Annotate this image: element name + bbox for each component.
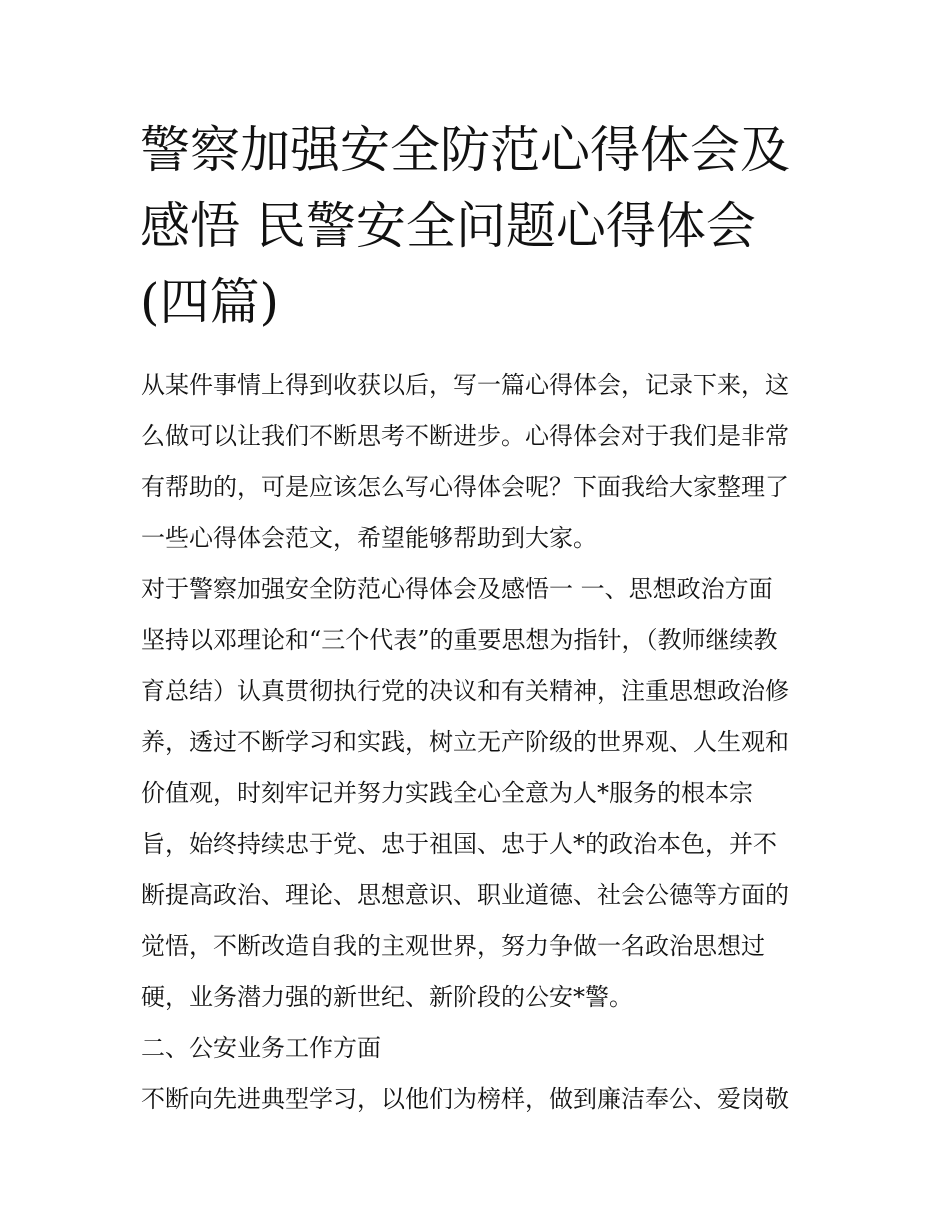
paragraph-line: 坚持以邓理论和“三个代表”的重要思想为指针，（教师继续教: [141, 626, 778, 654]
document-body: [141, 360, 831, 1125]
paragraph-line: 不断向先进典型学习，以他们为榜样，做到廉洁奉公、爱岗敬: [141, 1085, 789, 1113]
title-line-1: 警察加强安全防范心得体会及: [140, 121, 790, 179]
section-heading-line: 对于警察加强安全防范心得体会及感悟一 一、思想政治方面: [141, 575, 773, 603]
paragraph-line: 硬，业务潜力强的新世纪、新阶段的公安*警。: [141, 983, 633, 1011]
title-line-2: 感悟 民警安全问题心得体会: [140, 197, 756, 255]
intro-line-1: 从某件事情上得到收获以后，写一篇心得体会，记录下来，这: [141, 371, 789, 399]
document-title: [140, 112, 830, 340]
intro-line-2: 么做可以让我们不断思考不断进步。心得体会对于我们是非常: [141, 422, 789, 450]
paragraph-line: 养，透过不断学习和实践，树立无产阶级的世界观、人生观和: [141, 728, 789, 756]
paragraph-line: 觉悟，不断改造自我的主观世界，努力争做一名政治思想过: [141, 932, 765, 960]
intro-line-4: 一些心得体会范文，希望能够帮助到大家。: [141, 524, 597, 552]
title-line-3: (四篇): [140, 273, 280, 331]
paragraph-line: 断提高政治、理论、思想意识、职业道德、社会公德等方面的: [141, 881, 789, 909]
paragraph-line: 价值观，时刻牢记并努力实践全心全意为人*服务的根本宗: [141, 779, 753, 807]
section-heading-2: 二、公安业务工作方面: [141, 1034, 381, 1062]
paragraph-line: 育总结）认真贯彻执行党的决议和有关精神，注重思想政治修: [141, 677, 789, 705]
paragraph-line: 旨，始终持续忠于党、忠于祖国、忠于人*的政治本色，并不: [141, 830, 777, 858]
intro-line-3: 有帮助的，可是应该怎么写心得体会呢？下面我给大家整理了: [141, 473, 789, 501]
